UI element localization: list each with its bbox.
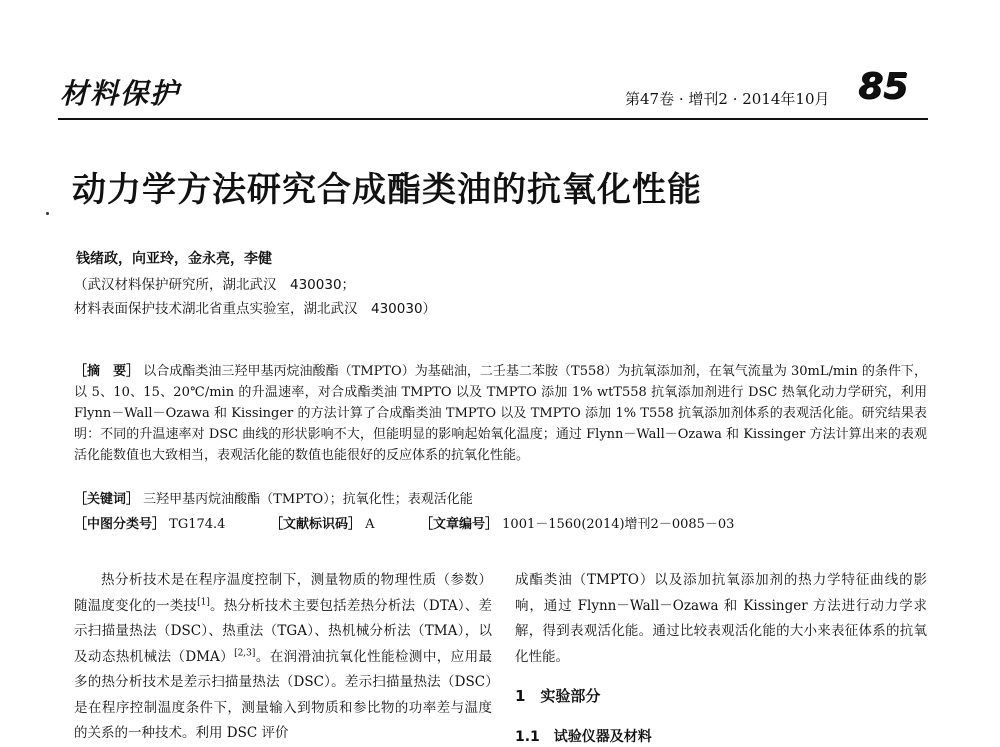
abstract-text: 以合成酯类油三羟甲基丙烷油酸酯（TMPTO）为基础油，二壬基二苯胺（T558）为抗氧添加剂，在氧气流量为 30mL/min 的条件下，以 5、10、15、20℃/min 的升温速率，对合成酯类油 TMPTO 以及 TMPTO 添加 1% wtT558 抗氧添加剂进行 DSC 热氧化动力学研究，利用 Flynn－Wall－Ozawa 和 Kissinger 的方法计算了合成酯类油 TMPTO 以及 TMPTO 添加 1% T558 抗氧添加剂体系的表观活化能。研究结果表明：不同的升温速率对 DSC 曲线的形状影响不大，但能明显的影响起始氧化温度；通过 Flynn－Wall－Ozawa 和 Kissinger 方法计算出来的表观活化能数值也大致相当，表观活化能的数值也能很好的反应体系的抗氧化性能。 <box>74 364 927 463</box>
body-text: 。热分析技术主要包括差热分析法（DTA）、差示扫描量热法（DSC）、热重法（TGA）、热机械分析法（TMA），以及动态热机械法（DMA） <box>74 597 493 665</box>
document-code-label: ［文献标识码］ <box>270 517 362 532</box>
keywords-label: ［关键词］ <box>74 492 140 507</box>
section-heading: 1 实验部分 <box>515 687 601 705</box>
citation: [1] <box>197 597 210 607</box>
body-text: 成酯类油（TMPTO）以及添加抗氧添加剂的热力学特征曲线的影响，通过 Flynn－Wall－Ozawa 和 Kissinger 方法进行动力学求解，得到表观活化能。通过比较表观活化能的大小来表征体系的抗氧化性能。 <box>515 572 927 665</box>
body-text: 。在润滑油抗氧化性能检测中，应用最多的热分析技术是差示扫描量热法（DSC）。差示扫描量热法（DSC）是在程序控制温度条件下，测量输入到物质和参比物的功率差与温度的关系的一种技术。利用 DSC 评价 <box>74 648 492 741</box>
header-rule <box>58 118 928 120</box>
affiliation-line-2: 材料表面保护技术湖北省重点实验室，湖北武汉 430030） <box>74 301 437 317</box>
keywords-text: 三羟甲基丙烷油酸酯（TMPTO）；抗氧化性；表观活化能 <box>143 492 473 507</box>
issue-info: 第47卷 · 增刊2 · 2014年10月 <box>625 90 830 108</box>
body-right-column <box>515 568 927 670</box>
journal-logo: 材料保护 <box>60 77 181 110</box>
affiliation-line-1: （武汉材料保护研究所，湖北武汉 430030； <box>74 277 356 293</box>
author-list: 钱绪政，向亚玲，金永亮，李健 <box>76 251 272 267</box>
keywords <box>74 488 473 507</box>
abstract <box>74 361 927 466</box>
subsection-heading: 1.1 试验仪器及材料 <box>515 729 652 745</box>
clc-label: ［中图分类号］ <box>74 517 166 532</box>
article-title: 动力学方法研究合成酯类油的抗氧化性能 <box>72 170 702 210</box>
body-text: 热分析技术是在程序温度控制下，测量物质的物理性质（参数）随温度变化的一类技 <box>74 572 492 614</box>
document-code-value: A <box>365 517 375 532</box>
abstract-label: ［摘 要］ <box>74 364 140 379</box>
scan-speck <box>46 212 49 215</box>
clc-value: TG174.4 <box>169 517 226 532</box>
citation: [2,3] <box>234 648 256 658</box>
clc-number <box>74 513 225 532</box>
article-number-value: 1001－1560(2014)增刊2－0085－03 <box>502 517 735 532</box>
article-number-label: ［文章编号］ <box>420 517 499 532</box>
body-left-column <box>74 568 492 747</box>
article-number <box>420 513 734 532</box>
page-number: 85 <box>858 66 909 107</box>
document-code <box>270 513 375 532</box>
